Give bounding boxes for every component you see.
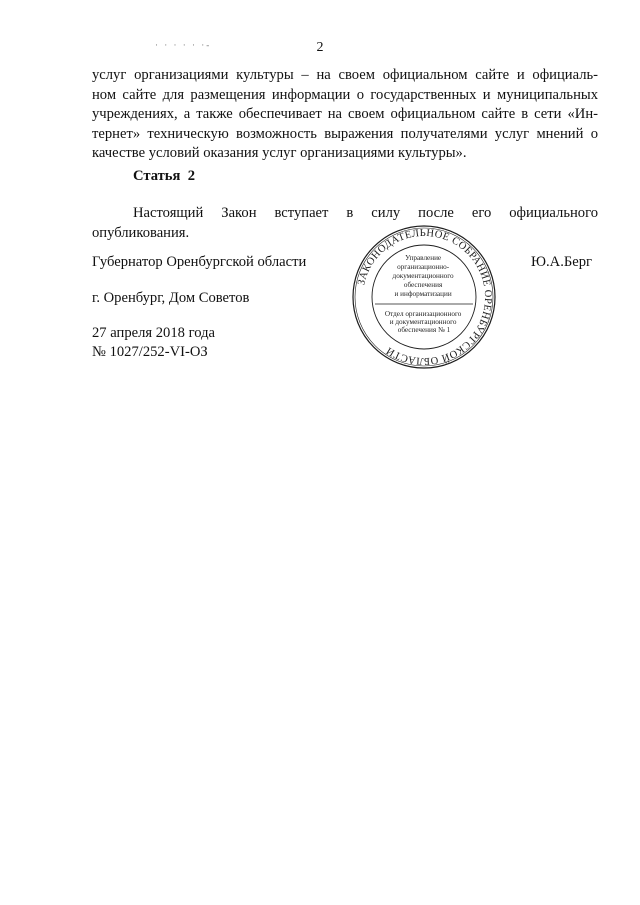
text-line: тернет» техническую возможность выражения получателями услуг мнений о	[92, 125, 598, 142]
text-line: опубликования.	[92, 224, 190, 241]
signing-date: 27 апреля 2018 года	[92, 325, 215, 341]
seal-outer-text: ЗАКОНОДАТЕЛЬНОЕ СОБРАНИЕ ОРЕНБУРГСКОЙ ОБЛАСТИ	[356, 227, 494, 367]
official-seal-stamp	[351, 224, 497, 370]
text-line: услуг организациями культуры – на своем официальном сайте и официаль-	[92, 67, 598, 83]
scan-artifact-marks: · · · · · ·-	[155, 40, 212, 50]
text-line: учреждениях, а также обеспечивает на своем официальном сайте в сети «Ин-	[92, 106, 598, 122]
paragraph-continuation	[92, 66, 598, 164]
page-number: 2	[316, 40, 324, 55]
text-line: Настоящий Закон вступает в силу после его официального	[133, 205, 598, 221]
signatory-title: Губернатор Оренбургской области	[92, 254, 307, 270]
law-number: № 1027/252-VI-ОЗ	[92, 344, 208, 360]
article-heading: Статья 2	[133, 168, 195, 184]
paragraph-effective-date	[92, 204, 598, 243]
text-line: ном сайте для размещения информации о государственных и муниципальных	[92, 86, 598, 103]
signatory-name: Ю.А.Берг	[531, 254, 592, 270]
text-line: качестве условий оказания услуг организациями культуры».	[92, 145, 467, 161]
signing-place: г. Оренбург, Дом Советов	[92, 290, 250, 306]
svg-text:Управление организационн: Управление организационно- документационного обеспечения и информатизации Отдел организационного и документационного обеспечения № 1	[384, 254, 462, 334]
